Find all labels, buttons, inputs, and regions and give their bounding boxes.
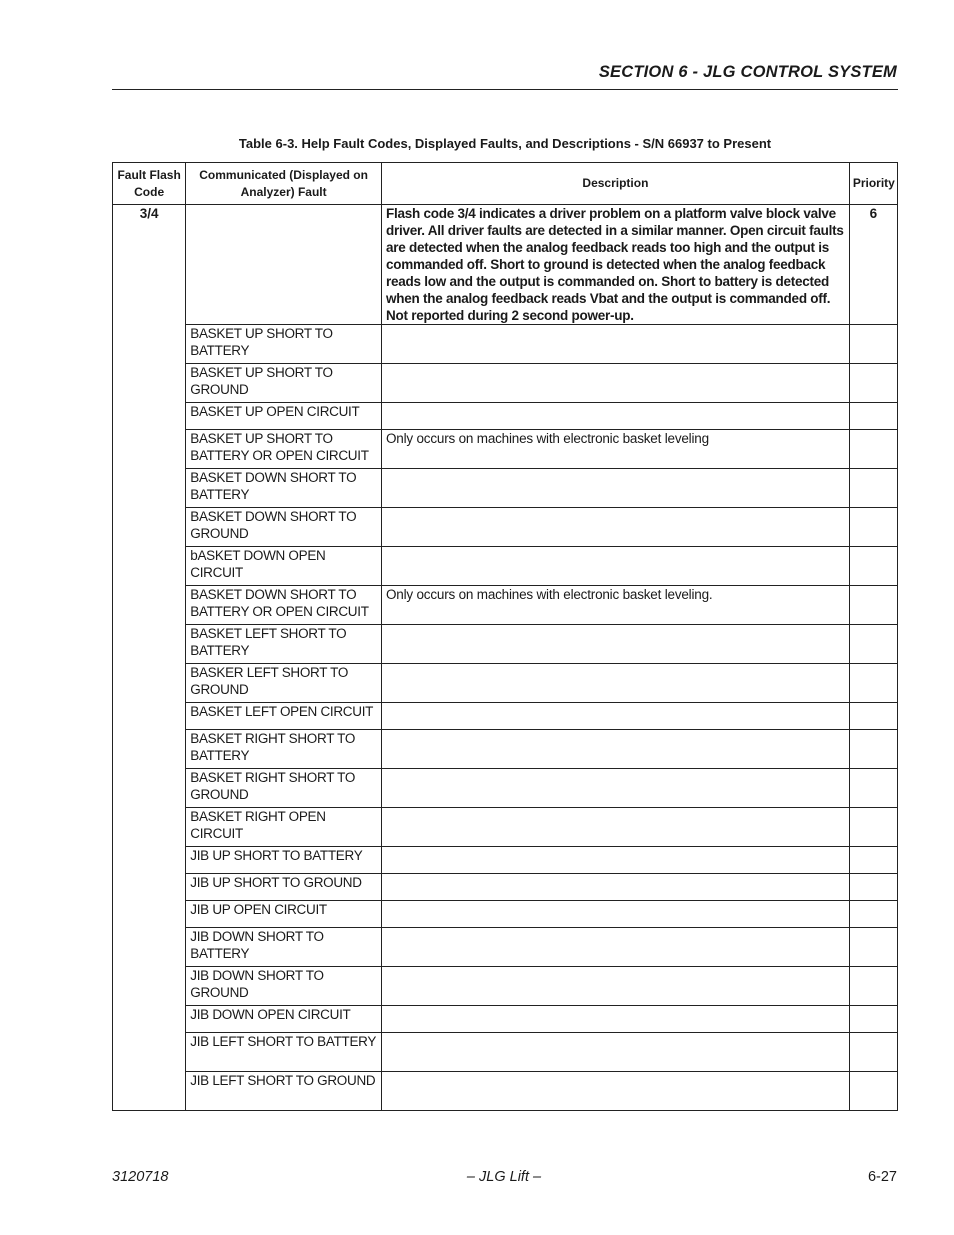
- fault-table: [112, 162, 898, 1111]
- fault-name-cell: BASKET DOWN SHORT TO BATTERY OR OPEN CIRCUIT: [186, 586, 382, 625]
- fault-name-cell: BASKET LEFT OPEN CIRCUIT: [186, 703, 382, 730]
- fault-description-cell: Only occurs on machines with electronic basket leveling: [381, 430, 849, 469]
- fault-description-cell: [381, 325, 849, 364]
- table-row: [113, 547, 898, 586]
- table-row: [113, 625, 898, 664]
- table-row: [113, 1072, 898, 1111]
- fault-priority-cell: [849, 967, 897, 1006]
- fault-priority-cell: [849, 730, 897, 769]
- table-title: Table 6-3. Help Fault Codes, Displayed Faults, and Descriptions - S/N 66937 to Present: [238, 136, 772, 151]
- column-header-description: Description: [381, 163, 849, 205]
- table-row: [113, 928, 898, 967]
- column-header-fault: Communicated (Displayed on Analyzer) Fault: [186, 163, 382, 205]
- footer-page-number: 6-27: [867, 1169, 897, 1185]
- fault-name-cell: BASKET RIGHT SHORT TO BATTERY: [186, 730, 382, 769]
- table-row: [113, 430, 898, 469]
- fault-description-cell: [381, 547, 849, 586]
- fault-name-cell: BASKET UP SHORT TO GROUND: [186, 364, 382, 403]
- fault-priority-cell: [849, 808, 897, 847]
- fault-priority-cell: [849, 508, 897, 547]
- fault-description-cell: [381, 403, 849, 430]
- table-row: [113, 730, 898, 769]
- fault-priority-cell: [849, 469, 897, 508]
- fault-priority-cell: [849, 847, 897, 874]
- fault-description-cell: [381, 1006, 849, 1033]
- column-header-priority: Priority: [849, 163, 897, 205]
- footer-brand: – JLG Lift –: [466, 1169, 542, 1185]
- fault-priority-cell: [849, 430, 897, 469]
- table-row: [113, 769, 898, 808]
- fault-name-cell: BASKET RIGHT OPEN CIRCUIT: [186, 808, 382, 847]
- fault-name-cell: BASKET RIGHT SHORT TO GROUND: [186, 769, 382, 808]
- fault-name-cell: JIB LEFT SHORT TO BATTERY: [186, 1033, 382, 1072]
- fault-priority-cell: [849, 325, 897, 364]
- fault-priority-cell: [849, 403, 897, 430]
- fault-description-cell: [381, 625, 849, 664]
- fault-description-cell: [381, 901, 849, 928]
- table-row: [113, 325, 898, 364]
- header-rule: [112, 89, 898, 90]
- fault-name-cell: BASKET UP SHORT TO BATTERY: [186, 325, 382, 364]
- fault-priority-cell: [849, 547, 897, 586]
- group-fault-cell: [186, 205, 382, 325]
- table-row: [113, 508, 898, 547]
- fault-name-cell: BASKET UP SHORT TO BATTERY OR OPEN CIRCUIT: [186, 430, 382, 469]
- fault-name-cell: JIB DOWN SHORT TO GROUND: [186, 967, 382, 1006]
- table-row: [113, 808, 898, 847]
- fault-flash-code: 3/4: [113, 205, 186, 1111]
- table-header-row: [113, 163, 898, 205]
- fault-name-cell: JIB UP SHORT TO BATTERY: [186, 847, 382, 874]
- fault-description-cell: [381, 928, 849, 967]
- fault-name-cell: JIB DOWN SHORT TO BATTERY: [186, 928, 382, 967]
- fault-name-cell: BASKET UP OPEN CIRCUIT: [186, 403, 382, 430]
- fault-description-cell: [381, 664, 849, 703]
- fault-priority-cell: [849, 1072, 897, 1111]
- fault-name-cell: BASKER LEFT SHORT TO GROUND: [186, 664, 382, 703]
- fault-description-cell: [381, 1033, 849, 1072]
- fault-priority-cell: [849, 703, 897, 730]
- fault-name-cell: JIB UP OPEN CIRCUIT: [186, 901, 382, 928]
- table-row: [113, 967, 898, 1006]
- table-row: [113, 403, 898, 430]
- fault-priority-cell: [849, 901, 897, 928]
- table-row: [113, 1006, 898, 1033]
- fault-priority-cell: [849, 664, 897, 703]
- section-title: SECTION 6 - JLG CONTROL SYSTEM: [598, 63, 897, 81]
- table-row: [113, 703, 898, 730]
- fault-description-cell: [381, 469, 849, 508]
- fault-description-cell: [381, 769, 849, 808]
- table-row-group-summary: [113, 205, 898, 325]
- table-row: [113, 1033, 898, 1072]
- fault-description-cell: [381, 508, 849, 547]
- fault-priority-cell: [849, 769, 897, 808]
- group-description: Flash code 3/4 indicates a driver problem on a platform valve block valve driver. All driver faults are detected in a similar manner. Open circuit faults are detected when the analog feedback reads too high and the output is commanded off. Short to ground is detected when the analog feedback reads low and the output is commanded on. Short to battery is detected when the analog feedback reads Vbat and the output is commanded off. Not reported during 2 second power-up.: [381, 205, 849, 325]
- fault-description-cell: [381, 808, 849, 847]
- fault-priority-cell: [849, 928, 897, 967]
- fault-description-cell: [381, 364, 849, 403]
- fault-name-cell: BASKET DOWN SHORT TO BATTERY: [186, 469, 382, 508]
- fault-priority-cell: [849, 364, 897, 403]
- fault-priority-cell: [849, 586, 897, 625]
- fault-description-cell: [381, 874, 849, 901]
- fault-description-cell: [381, 967, 849, 1006]
- fault-table-body: [113, 205, 898, 1111]
- table-row: [113, 847, 898, 874]
- table-row: [113, 469, 898, 508]
- fault-name-cell: JIB UP SHORT TO GROUND: [186, 874, 382, 901]
- table-row: [113, 874, 898, 901]
- fault-name-cell: bASKET DOWN OPEN CIRCUIT: [186, 547, 382, 586]
- fault-priority-cell: [849, 625, 897, 664]
- group-priority: 6: [849, 205, 897, 325]
- fault-name-cell: JIB DOWN OPEN CIRCUIT: [186, 1006, 382, 1033]
- fault-name-cell: BASKET DOWN SHORT TO GROUND: [186, 508, 382, 547]
- fault-name-cell: BASKET LEFT SHORT TO BATTERY: [186, 625, 382, 664]
- table-row: [113, 586, 898, 625]
- fault-name-cell: JIB LEFT SHORT TO GROUND: [186, 1072, 382, 1111]
- footer-doc-number: 3120718: [112, 1169, 169, 1185]
- fault-priority-cell: [849, 874, 897, 901]
- table-row: [113, 664, 898, 703]
- fault-priority-cell: [849, 1006, 897, 1033]
- fault-description-cell: Only occurs on machines with electronic basket leveling.: [381, 586, 849, 625]
- column-header-code: Fault Flash Code: [113, 163, 186, 205]
- fault-description-cell: [381, 703, 849, 730]
- fault-description-cell: [381, 730, 849, 769]
- fault-description-cell: [381, 847, 849, 874]
- table-row: [113, 364, 898, 403]
- table-row: [113, 901, 898, 928]
- fault-description-cell: [381, 1072, 849, 1111]
- fault-priority-cell: [849, 1033, 897, 1072]
